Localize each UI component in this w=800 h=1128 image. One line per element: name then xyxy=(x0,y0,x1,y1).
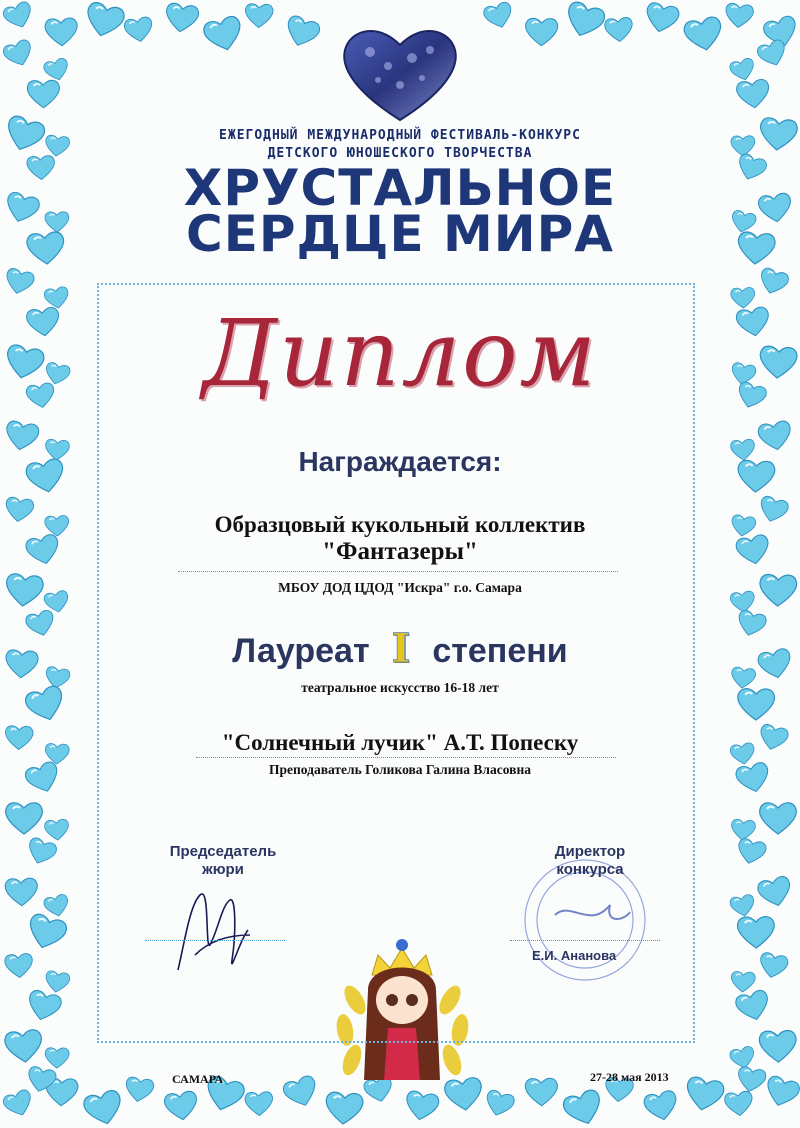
heart-icon xyxy=(735,837,767,866)
heart-icon xyxy=(482,1,515,31)
heart-icon xyxy=(2,1088,36,1119)
heart-icon xyxy=(724,3,754,29)
heart-icon xyxy=(325,1092,364,1126)
award-degree: I xyxy=(391,625,411,672)
director-line-1: Директор xyxy=(554,843,626,860)
jury-chair-line-1: Председатель xyxy=(169,843,277,860)
recipient-organization: МБОУ ДОД ЦДОД "Искра" г.о. Самара xyxy=(278,580,522,595)
chair-signature-line xyxy=(145,940,285,941)
heart-icon xyxy=(45,1048,69,1069)
heart-icon xyxy=(735,1066,767,1094)
heart-icon xyxy=(5,878,38,906)
heart-icon xyxy=(82,1089,125,1128)
heart-icon xyxy=(245,1092,273,1116)
heart-icon xyxy=(2,38,36,69)
heart-icon xyxy=(123,16,154,43)
director-signature-line xyxy=(510,940,660,941)
festival-title-line-2: СЕРДЦЕ МИРА xyxy=(186,205,614,263)
footer-date: 27-28 мая 2013 xyxy=(590,1070,669,1084)
heart-icon xyxy=(44,819,70,841)
heart-icon xyxy=(25,989,63,1024)
heart-icon xyxy=(759,1030,797,1062)
festival-line-1: ЕЖЕГОДНЫЙ МЕЖДУНАРОДНЫЙ ФЕСТИВАЛЬ-КОНКУРС xyxy=(219,128,581,143)
heart-icon xyxy=(525,1078,558,1106)
heart-icon xyxy=(4,953,33,978)
heart-icon xyxy=(683,1076,725,1114)
heart-icon xyxy=(737,917,774,949)
heart-icon xyxy=(24,912,68,953)
heart-icon xyxy=(683,16,725,54)
director-name: Е.И. Ананова xyxy=(532,948,617,963)
heart-icon xyxy=(83,1,126,40)
heart-icon xyxy=(2,0,36,31)
heart-icon xyxy=(729,894,756,918)
heart-icon xyxy=(731,971,756,992)
heart-icon xyxy=(643,1,680,34)
festival-title-line-1: ХРУСТАЛЬНОЕ xyxy=(183,159,617,217)
crystal-heart-logo xyxy=(344,31,456,120)
heart-icon xyxy=(734,989,772,1024)
performance-piece: "Солнечный лучик" А.Т. Попеску xyxy=(221,730,579,755)
heart-icon xyxy=(562,0,607,41)
director-label xyxy=(520,843,660,879)
heart-icon xyxy=(245,4,273,28)
heart-icon xyxy=(763,1074,800,1109)
heart-icon xyxy=(525,18,558,46)
heart-icon xyxy=(43,57,71,83)
heart-icon xyxy=(281,1074,320,1110)
heart-icon xyxy=(757,266,790,297)
jury-chair-line-2: жюри xyxy=(202,861,244,878)
heart-icon xyxy=(164,2,200,33)
teacher: Преподаватель Голикова Галина Власовна xyxy=(269,762,531,777)
heart-icon xyxy=(282,14,321,50)
award-suffix: степени xyxy=(432,632,568,670)
heart-icon xyxy=(6,803,43,834)
recipient-line-1: Образцовый кукольный коллектив xyxy=(214,512,586,537)
heart-icon xyxy=(44,970,71,994)
heart-icon xyxy=(729,57,757,83)
award-title xyxy=(0,625,800,672)
recipient-line-2: "Фантазеры" xyxy=(322,538,478,565)
heart-icon xyxy=(604,17,633,43)
heart-icon xyxy=(163,1090,199,1121)
heart-icon xyxy=(124,1076,155,1103)
footer-city: САМАРА xyxy=(172,1072,224,1086)
heart-icon xyxy=(25,836,59,867)
heart-icon xyxy=(561,1088,606,1128)
heart-icon xyxy=(730,819,756,841)
heart-icon xyxy=(756,875,794,909)
heart-icon xyxy=(45,18,79,47)
festival-line-2: ДЕТСКОГО ЮНОШЕСКОГО ТВОРЧЕСТВА xyxy=(267,146,533,161)
heart-icon xyxy=(724,1091,754,1117)
heart-icon xyxy=(643,1089,680,1122)
director-line-2: конкурса xyxy=(556,861,624,878)
nomination: театральное искусство 16-18 лет xyxy=(301,680,499,695)
heart-icon xyxy=(760,803,797,834)
divider xyxy=(178,571,618,572)
diploma-heading: Диплом xyxy=(202,300,598,407)
heart-icon xyxy=(483,1089,516,1119)
heart-icon xyxy=(444,1077,484,1112)
heart-icon xyxy=(404,1090,440,1122)
heart-icon xyxy=(43,893,71,918)
heart-icon xyxy=(3,267,35,296)
awarded-label: Награждается: xyxy=(298,446,502,477)
divider xyxy=(196,757,616,758)
award-prefix: Лауреат xyxy=(232,632,370,670)
heart-icon xyxy=(202,15,246,55)
jury-chair-label xyxy=(143,843,303,879)
heart-icon xyxy=(736,79,771,110)
heart-icon xyxy=(27,80,60,108)
heart-icon xyxy=(757,952,789,981)
heart-icon xyxy=(4,1029,44,1064)
